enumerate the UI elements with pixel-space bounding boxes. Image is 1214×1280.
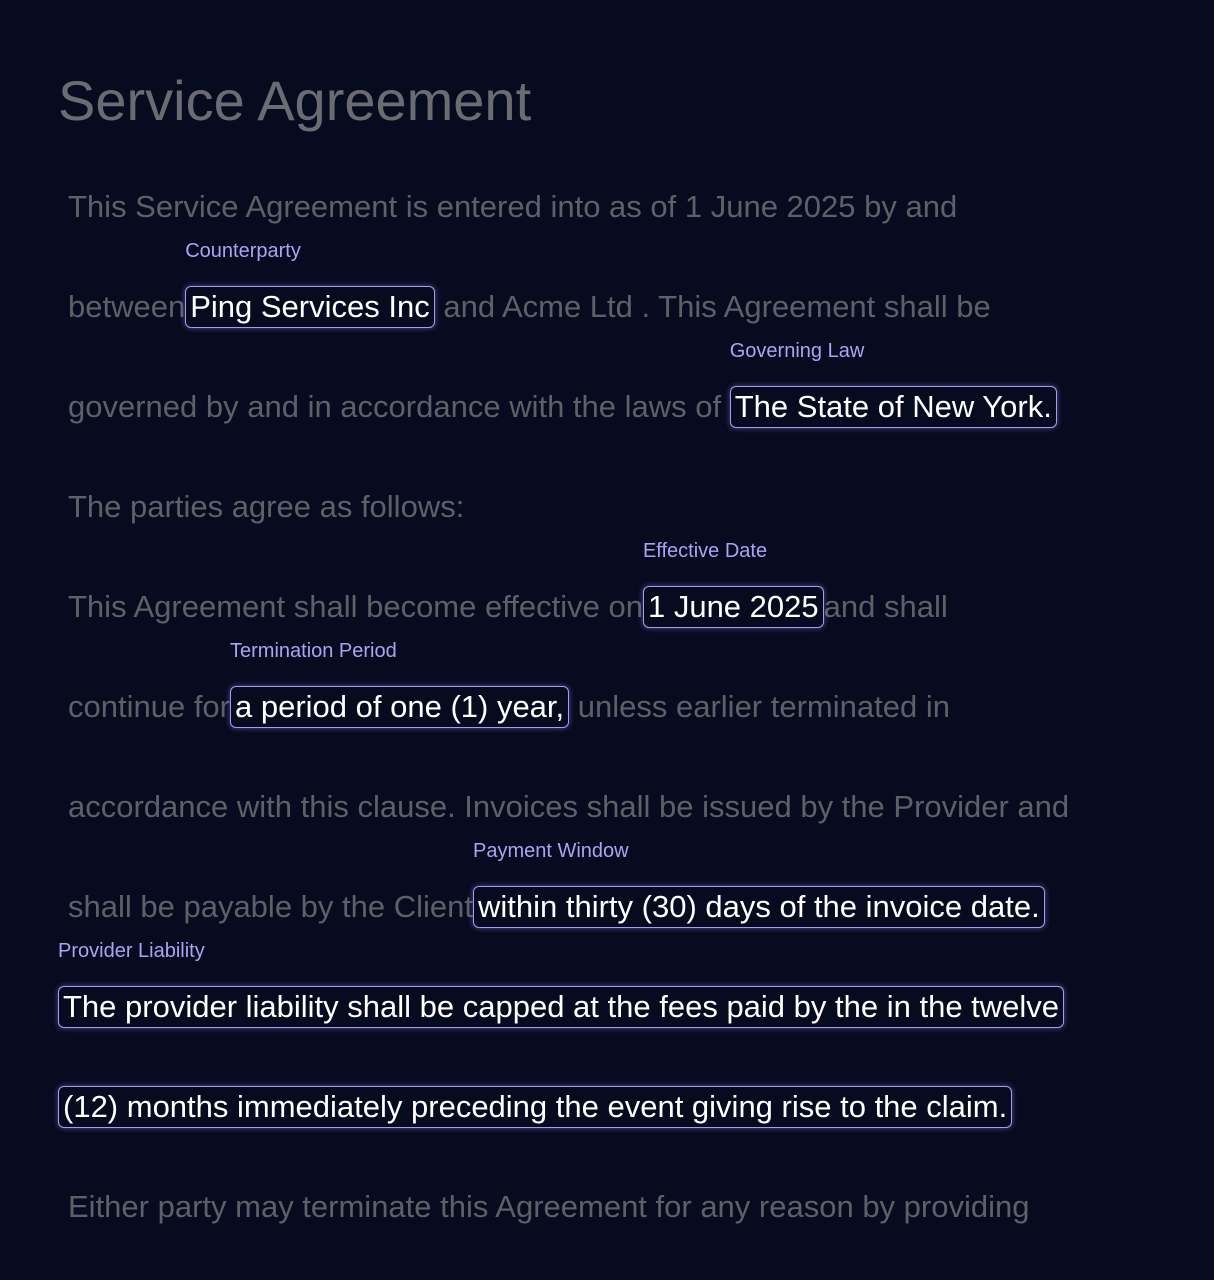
page-title: Service Agreement xyxy=(58,69,532,132)
body-text: This Service Agreement is entered into as of 1 June 2025 by and xyxy=(68,189,958,224)
body-text: between xyxy=(68,289,186,324)
governing-law-value: The State of New York. xyxy=(734,389,1052,424)
body-text: and shall xyxy=(823,589,948,624)
governing-law-field[interactable] xyxy=(729,340,1057,428)
body-text: continue for xyxy=(68,689,230,724)
termination-period-field[interactable] xyxy=(230,640,569,728)
paragraph-line xyxy=(68,1185,1029,1229)
body-text: governed by and in accordance with the laws of xyxy=(68,389,730,424)
paragraph-line xyxy=(68,340,1057,429)
paragraph-line xyxy=(68,785,1069,829)
provider-liability-field[interactable] xyxy=(58,940,1064,1028)
provider-liability-value: The provider liability shall be capped at the fees paid by the in the twelve xyxy=(63,989,1060,1024)
paragraph-line xyxy=(68,840,1045,929)
body-text: The parties agree as follows: xyxy=(68,489,465,524)
paragraph-line xyxy=(68,485,464,529)
counterparty-label: Counterparty xyxy=(185,240,301,262)
paragraph-line xyxy=(68,640,950,729)
paragraph-line xyxy=(68,185,957,229)
counterparty-value: Ping Services Inc xyxy=(190,289,430,324)
payment-window-field[interactable] xyxy=(472,840,1045,928)
paragraph-line xyxy=(58,940,1064,1029)
payment-window-value: within thirty (30) days of the invoice date. xyxy=(477,889,1040,924)
effective-date-value: 1 June 2025 xyxy=(647,589,819,624)
counterparty-field[interactable] xyxy=(185,240,435,328)
termination-period-label: Termination Period xyxy=(230,640,397,662)
effective-date-label: Effective Date xyxy=(642,540,768,562)
body-text: and Acme Ltd . This Agreement shall be xyxy=(434,289,991,324)
paragraph-line xyxy=(68,540,948,629)
provider-liability-value: (12) months immediately preceding the event giving rise to the claim. xyxy=(63,1089,1008,1124)
body-text: accordance with this clause. Invoices shall be issued by the Provider and xyxy=(68,789,1070,824)
body-text: unless earlier terminated in xyxy=(569,689,950,724)
provider-liability-field-continued[interactable] xyxy=(58,1086,1012,1128)
governing-law-label: Governing Law xyxy=(729,340,865,362)
termination-period-value: a period of one (1) year, xyxy=(235,689,565,724)
payment-window-label: Payment Window xyxy=(472,840,629,862)
body-text: This Agreement shall become effective on xyxy=(68,589,643,624)
body-text: shall be payable by the Client xyxy=(68,889,473,924)
provider-liability-label: Provider Liability xyxy=(58,940,205,962)
paragraph-line xyxy=(68,240,991,329)
effective-date-field[interactable] xyxy=(642,540,824,628)
body-text: Either party may terminate this Agreement for any reason by providing xyxy=(68,1189,1030,1224)
paragraph-line xyxy=(58,1085,1012,1129)
